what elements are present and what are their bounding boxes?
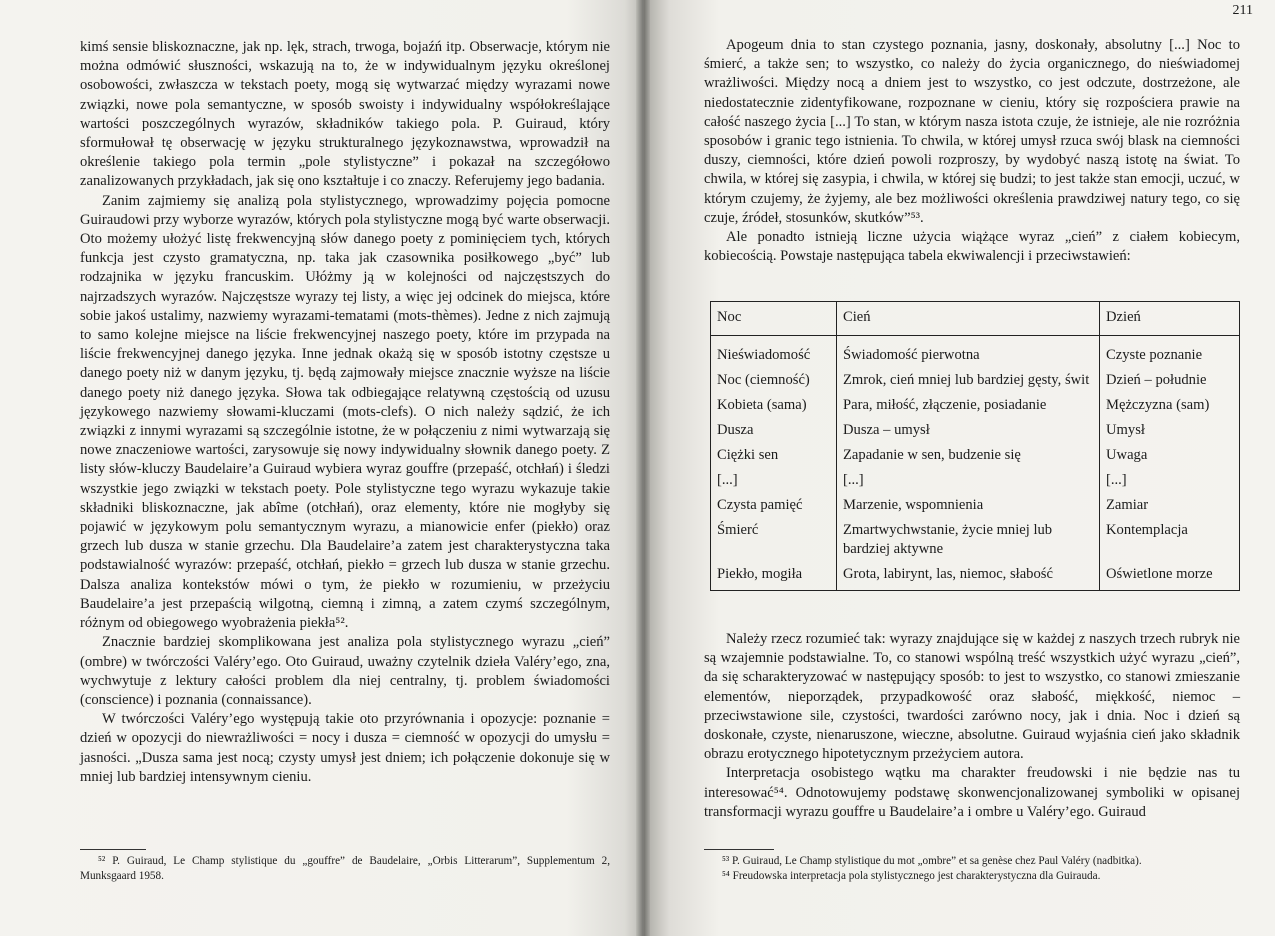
table-row — [711, 518, 1240, 562]
table-cell: Czyste poznanie — [1100, 336, 1240, 369]
paragraph: Ale ponadto istnieją liczne użycia wiążące wyraz „cień” z ciałem kobiecym, kobiecością. Powstaje następująca tabela ekwiwalencji i przeciwstawień: — [704, 229, 1240, 265]
table-cell: Para, miłość, złączenie, posiadanie — [837, 393, 1100, 418]
equivalence-table — [710, 301, 1240, 591]
paragraph: kimś sensie bliskoznaczne, jak np. lęk, strach, trwoga, bojaźń itp. Obserwacje, którym nie można odmówić słuszności, wskazują na to, że w indywidualnym języku określonej osobowości, zwłaszcza w tekstach poety, mogą się wytwarzać między wyrazami nowe związki, nowe pola semantyczne, w sposób swoisty i indywidualny współokreślające wartości poszczególnych wyrazów, składników takiego pola. P. Guiraud, który sformułował tę obserwację w języku strukturalnego językoznawstwa, wprowadził na określenie takiego pola termin „pole stylistyczne” i pokazał na szczegółowo zanalizowanych przykładach, jak się ono kształtuje i co znaczy. Referujemy jego badania. — [80, 39, 610, 190]
table-row — [711, 336, 1240, 369]
table-cell: Grota, labirynt, las, niemoc, słabość — [837, 562, 1100, 591]
table-cell: Zapadanie w sen, budzenie się — [837, 443, 1100, 468]
paragraph: Znacznie bardziej skomplikowana jest analiza pola stylistycznego wyrazu „cień” (ombre) w twórczości Valéry’ego. Oto Guiraud, uważny czytelnik dzieła Valéry’ego, zna, wychwytuje z lektury całości problem dla niej centralny, tj. problem świadomości (conscience) i poznania (connaissance). — [80, 634, 610, 708]
paragraph: W twórczości Valéry’ego występują takie oto przyrównania i opozycje: poznanie = dzień w opozycji do niewrażliwości = nocy i dusza = ciemność w opozycji do umysłu = jasności. „Dusza sama jest nocą; czysty umysł jest dniem; ich połączenie dokonuje się w mniej lub bardziej intensywnym cieniu. — [80, 711, 610, 785]
footnote-53: ⁵³ P. Guiraud, Le Champ stylistique du mot „ombre” et sa genèse chez Paul Valéry (nadbitka). — [722, 855, 1142, 867]
table-cell: [...] — [1100, 468, 1240, 493]
table-cell: Noc (ciemność) — [711, 368, 837, 393]
left-page-body — [80, 38, 610, 787]
footnote-54: ⁵⁴ Freudowska interpretacja pola stylistycznego jest charakterystyczna dla Guirauda. — [722, 870, 1101, 882]
table-header-row — [711, 302, 1240, 336]
table-cell: [...] — [837, 468, 1100, 493]
table-cell: Nieświadomość — [711, 336, 837, 369]
table-cell: Zamiar — [1100, 493, 1240, 518]
table-row — [711, 443, 1240, 468]
table-row — [711, 393, 1240, 418]
quote-paragraph: Apogeum dnia to stan czystego poznania, jasny, doskonały, absolutny [...] Noc to śmierć, a także sen; to wszystko, co należy do życia organicznego, do nieświadomej wrażliwości. Między nocą a dniem jest to wszystko, co jest odczute, dostrzeżone, ale niedostatecznie zidentyfikowane, rozpoznane w cieniu, który się rozpościera prawie na całość naszego życia [...] To stan, w którym nasza istota czuje, że istnieje, ale nie rozróżnia sposobów i granic tego istnienia. To chwila, w której umysł rzuca swój blask na ciemności duszy, ciemności, które dzień powoli rozproszy, by wydobyć naszą istotę na świat. To chwila, w której się zasypia, i chwila, w której się budzi; to jest także stan emocji, uczuć, w którym czujemy, że żyjemy, ale bez możliwości określenia prawdziwej natury tego, co się czuje, źródeł, stosunków, skutków”⁵³. — [704, 37, 1240, 226]
table-cell: Czysta pamięć — [711, 493, 837, 518]
table-row — [711, 562, 1240, 591]
table-cell: Świadomość pierwotna — [837, 336, 1100, 369]
right-page — [644, 0, 1275, 936]
table-cell: Piekło, mogiła — [711, 562, 837, 591]
table-cell: Dusza — [711, 418, 837, 443]
footnote-rule — [704, 849, 774, 850]
footnotes — [80, 854, 610, 884]
table-cell: Marzenie, wspomnienia — [837, 493, 1100, 518]
paragraph: Interpretacja osobistego wątku ma charakter freudowski i nie będzie nas tu interesować⁵⁴. Odnotowujemy podstawę skonwencjonalizowanej symboliki w opisanej transformacji wyrazu gouffre u Baudelaire’a i ombre u Valéry’ego. Guiraud — [704, 765, 1240, 820]
table-cell: Dzień – południe — [1100, 368, 1240, 393]
table-row — [711, 368, 1240, 393]
paragraph: Należy rzecz rozumieć tak: wyrazy znajdujące się w każdej z naszych trzech rubryk nie są wzajemnie podstawialne. To, co stanowi wspólną treść wszystkich użyć wyrazu „cień”, da się scharakteryzować w następujący sposób: to jest to wszystko, co stanowi zmieszanie elementów, nieporządek, przypadkowość oraz słabość, miękkość, niemoc – przeciwstawione sile, czystości, twardości zarówno nocy, jak i dnia. Noc i dzień są doskonałe, czyste, nienaruszone, wieczne, absolutne. Guiraud wyjaśnia cień jako składnik obrazu erotycznego hipotetycznym przeżyciem autora. — [704, 631, 1240, 763]
table-cell: Zmartwychwstanie, życie mniej lub bardziej aktywne — [837, 518, 1100, 562]
table-cell: Umysł — [1100, 418, 1240, 443]
table-cell: Ciężki sen — [711, 443, 837, 468]
table-cell: Śmierć — [711, 518, 837, 562]
paragraph: Zanim zajmiemy się analizą pola stylistycznego, wprowadzimy pojęcia pomocne Guiraudowi przy wyborze wyrazów, których pola stylistyczne mogą być warte obserwacji. Oto możemy ułożyć listę frekwencyjną słów danego poety z pominięciem tych, których funkcja jest czysto gramatyczna, np. taka jak czasownika posiłkowego „być” lub rodzajnika w języku francuskim. Ułóżmy ją w kolejności od najczęstszych do najrzadszych wyrazów. Najczęstsze wyrazy tej listy, a więc jej odcinek do miejsca, które sobie jakoś ustalimy, nazwiemy wyrazami-tematami (mots-thèmes). Jedne z nich zajmują to samo kolejne miejsce na liście frekwencyjnej naszego poety, które im przypada na liście frekwencyjnej danego języka. Inne jednak okażą się w sposób istotny częstsze u danego poety niż w danym języku, tj. będą zajmowały miejsce znacznie wyższe na liście danego poety niż danego języka. Słowa tak odbiegające relatywną częstością od uzusu językowego nazwiemy słowami-kluczami (mots-clefs). O nich należy sądzić, że ich związki z innymi wyrazami są szczególnie istotne, że w połączeniu z nimi wytwarzają się nowe znaczeniowe wartości, zarysowuje się nowy indywidualny słownik danego poety. Z listy słów-kluczy Baudelaire’a Guiraud wybiera wyraz gouffre (przepaść, otchłań) i śledzi wszystkie jego związki w tekstach poety. Pole stylistyczne tego wyrazu wykazuje takie składniki bliskoznaczne, jak abîme (otchłań), oraz elementy, które nie mogłyby się pojawić w językowym polu semantycznym wyrazu, a mianowicie enfer (piekło) oraz grzech lub dusza w stanie grzechu. Dla Baudelaire’a zatem jest charakterystyczna taka podstawialność wyrazów: przepaść, otchłań, piekło = grzech lub dusza w stanie grzechu. Dalsza analiza kontekstów mówi o tym, że piekło w rozumieniu, w przeżyciu Baudelaire’a jest przepaścią wilgotną, ciemną i zimną, a zatem czymś szczególnym, różnym od obiegowego wyobrażenia piekła⁵². — [80, 192, 610, 632]
table-cell: Dusza – umysł — [837, 418, 1100, 443]
table-cell: Uwaga — [1100, 443, 1240, 468]
table-cell: Zmrok, cień mniej lub bardziej gęsty, świt — [837, 368, 1100, 393]
column-header-dzien: Dzień — [1100, 302, 1240, 336]
table-cell: Oświetlone morze — [1100, 562, 1240, 591]
book-gutter — [636, 0, 650, 936]
table-cell: Kobieta (sama) — [711, 393, 837, 418]
column-header-cien: Cień — [837, 302, 1100, 336]
column-header-noc: Noc — [711, 302, 837, 336]
footnotes — [704, 854, 1244, 884]
table-cell: Mężczyzna (sam) — [1100, 393, 1240, 418]
table-cell: Kontemplacja — [1100, 518, 1240, 562]
page-number: 211 — [1232, 3, 1253, 18]
footnote-52: ⁵² P. Guiraud, Le Champ stylistique du „gouffre” de Baudelaire, „Orbis Litterarum”, Supplementum 2, Munksgaard 1958. — [80, 855, 610, 882]
table-row — [711, 468, 1240, 493]
footnote-rule — [80, 849, 146, 850]
table-cell: [...] — [711, 468, 837, 493]
right-page-body-top — [704, 36, 1240, 266]
table-row — [711, 418, 1240, 443]
right-page-body-bottom — [704, 630, 1240, 822]
table-row — [711, 493, 1240, 518]
